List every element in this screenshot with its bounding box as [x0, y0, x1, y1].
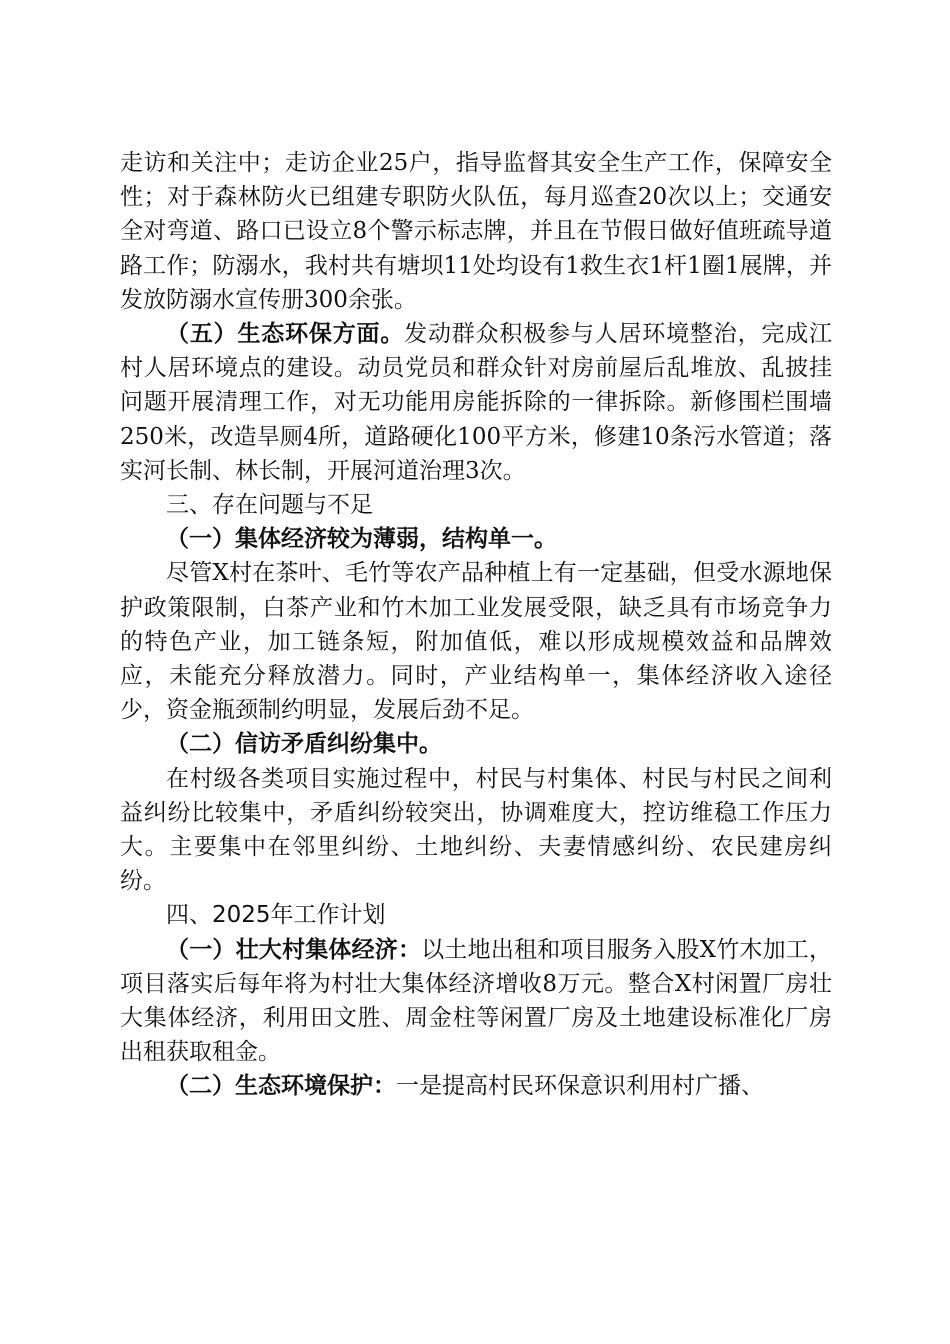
paragraph-text: 在村级各类项目实施过程中，村民与村集体、村民与村民之间利益纠纷比较集中，矛盾纠纷较突出，协调难度大，控访维稳工作压力大。主要集中在邻里纠纷、土地纠纷、夫妻情感纠纷、农民建房纠纷。: [120, 765, 832, 895]
section-heading-plan-2025: [120, 898, 832, 932]
paragraph-ecology-plan: [120, 1069, 832, 1103]
document-body: [120, 146, 832, 1104]
paragraph-lead: （五）生态环保方面。: [166, 320, 405, 348]
paragraph-text: 走访和关注中；走访企业25户，指导监督其安全生产工作，保障安全性；对于森林防火已组建专职防火队伍，每月巡查20次以上；交通安全对弯道、路口已设立8个警示标志牌，并且在节假日做好值班疏导道路工作；防溺水，我村共有塘坝11处均设有1救生衣1杆1圈1展牌，并发放防溺水宣传册300余张。: [120, 150, 832, 313]
paragraph-lead: （二）生态环境保护：: [166, 1072, 396, 1100]
paragraph-dispute-details: [120, 762, 832, 899]
paragraph-collective-economy: [120, 933, 832, 1070]
subheading-text: （一）集体经济较为薄弱，结构单一。: [166, 525, 557, 553]
heading-text: 四、2025年工作计划: [166, 902, 386, 929]
paragraph-economy-details: [120, 556, 832, 727]
paragraph-text: 一是提高村民环保意识利用村广播、: [396, 1073, 764, 1100]
paragraph-safety-work: [120, 146, 832, 317]
paragraph-lead: （一）壮大村集体经济：: [166, 935, 422, 963]
subheading-disputes: [120, 727, 832, 761]
heading-text: 三、存在问题与不足: [166, 492, 373, 519]
section-heading-problems: [120, 488, 832, 522]
paragraph-text: 尽管X村在茶叶、毛竹等农产品种植上有一定基础，但受水源地保护政策限制，白茶产业和竹木加工业发展受限，缺乏具有市场竞争力的特色产业，加工链条短，附加值低，难以形成规模效益和品牌效应，未能充分释放潜力。同时，产业结构单一，集体经济收入途径少，资金瓶颈制约明显，发展后劲不足。: [120, 560, 832, 724]
paragraph-eco-protection: [120, 317, 832, 488]
paragraph-text: 发动群众积极参与人居环境整治，完成江村人居环境点的建设。动员党员和群众针对房前屋后乱堆放、乱披挂问题开展清理工作，对无功能用房能拆除的一律拆除。新修围栏围墙250米，改造旱厕4所，道路硬化100平方米，修建10条污水管道；落实河长制、林长制，开展河道治理3次。: [120, 321, 833, 484]
subheading-weak-economy: [120, 522, 832, 556]
subheading-text: （二）信访矛盾纠纷集中。: [166, 730, 442, 758]
paragraph-text: 以土地出租和项目服务入股X竹木加工，项目落实后每年将为村壮大集体经济增收8万元。整合X村闲置厂房壮大集体经济，利用田文胜、周金柱等闲置厂房及土地建设标准化厂房出租获取租金。: [120, 936, 833, 1066]
